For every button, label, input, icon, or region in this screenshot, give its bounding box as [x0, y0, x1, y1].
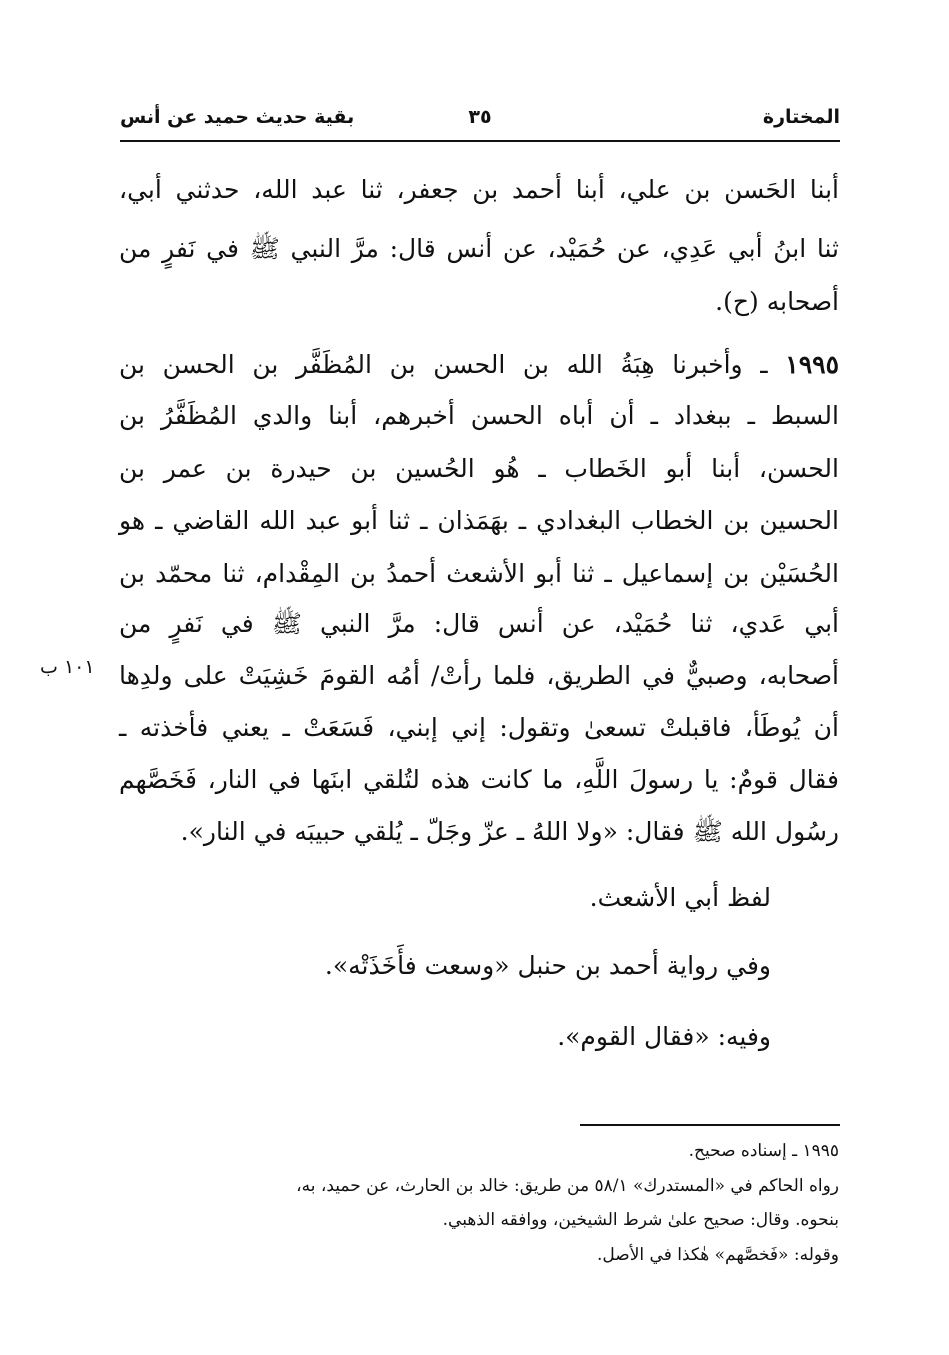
- note-line: لفظ أبي الأشعث.: [589, 883, 771, 912]
- text-line: رسُول الله ﷺ فقال: «ولا اللهُ ـ عزّ وجَلّ ـ يُلقي حبيبَه في النار».: [180, 817, 839, 846]
- book-title: المختارة: [762, 106, 840, 128]
- footnote-line: وقوله: «فَخصَّهم» هٰكذا في الأصل.: [597, 1245, 839, 1265]
- text-line: أصحابه، وصبيٌّ في الطريق، فلما رأتْ/ أمُه القومَ خَشِيَتْ على ولدِها: [119, 661, 839, 690]
- text-line: أن يُوطَأ، فاقبلتْ تسعىٰ وتقول: إني إبني، فَسَعَتْ ـ يعني فأخذته ـ: [119, 713, 839, 742]
- footnote-line: رواه الحاكم في «المستدرك» ٥٨/١ من طريق: خالد بن الحارث، عن حميد، به،: [296, 1176, 839, 1196]
- text-line: أصحابه (ح).: [715, 287, 839, 316]
- text-line: أبي عَدي، ثنا حُمَيْد، عن أنس قال: مرَّ النبي ﷺ في نَفرٍ من: [119, 609, 839, 638]
- footnote-line: بنحوه. وقال: صحيح علىٰ شرط الشيخين، ووافقه الذهبي.: [442, 1210, 839, 1230]
- footnote-separator: [580, 1124, 840, 1126]
- text-line: السبط ـ ببغداد ـ أن أباه الحسن أخبرهم، أبنا والدي المُظَفَّرُ بن: [119, 401, 839, 430]
- hadith-number: ١٩٩٥: [785, 350, 839, 379]
- section-title: بقية حديث حميد عن أنس: [120, 106, 355, 128]
- page-number: ٣٥: [468, 106, 492, 128]
- text-line: ثنا ابنُ أبي عَدِي، عن حُمَيْد، عن أنس قال: مرَّ النبي ﷺ في نَفرٍ من: [119, 234, 839, 263]
- manuscript-folio-note: ١٠١ ب: [40, 656, 95, 678]
- note-line: وفيه: «فقال القوم».: [557, 1022, 771, 1051]
- text-line: الحسين بن الخطاب البغدادي ـ بهَمَذان ـ ثنا أبو عبد الله القاضي ـ هو: [119, 506, 839, 535]
- text-line: فقال قومٌ: يا رسولَ اللَّهِ، ما كانت هذه لتُلقي ابنَها في النار، فَخَصَّهم: [119, 765, 839, 794]
- note-line: وفي رواية أحمد بن حنبل «وسعت فأَخَذَتْه».: [324, 951, 771, 980]
- text-line: أبنا الحَسن بن علي، أبنا أحمد بن جعفر، ثنا عبد الله، حدثني أبي،: [119, 175, 839, 204]
- running-header: [120, 100, 840, 142]
- text-line: الحسن، أبنا أبو الخَطاب ـ هُو الحُسين بن حيدرة بن عمر بن: [119, 454, 839, 483]
- footnote-line: ١٩٩٥ ـ إسناده صحيح.: [688, 1141, 839, 1161]
- text-line: الحُسَيْن بن إسماعيل ـ ثنا أبو الأشعث أحمدُ بن المِقْدام، ثنا محمّد بن: [119, 559, 839, 588]
- hadith-1995-first-line: ١٩٩٥ ـ وأخبرنا هِبَةُ الله بن الحسن بن المُظَفَّر بن الحسن بن: [119, 350, 839, 379]
